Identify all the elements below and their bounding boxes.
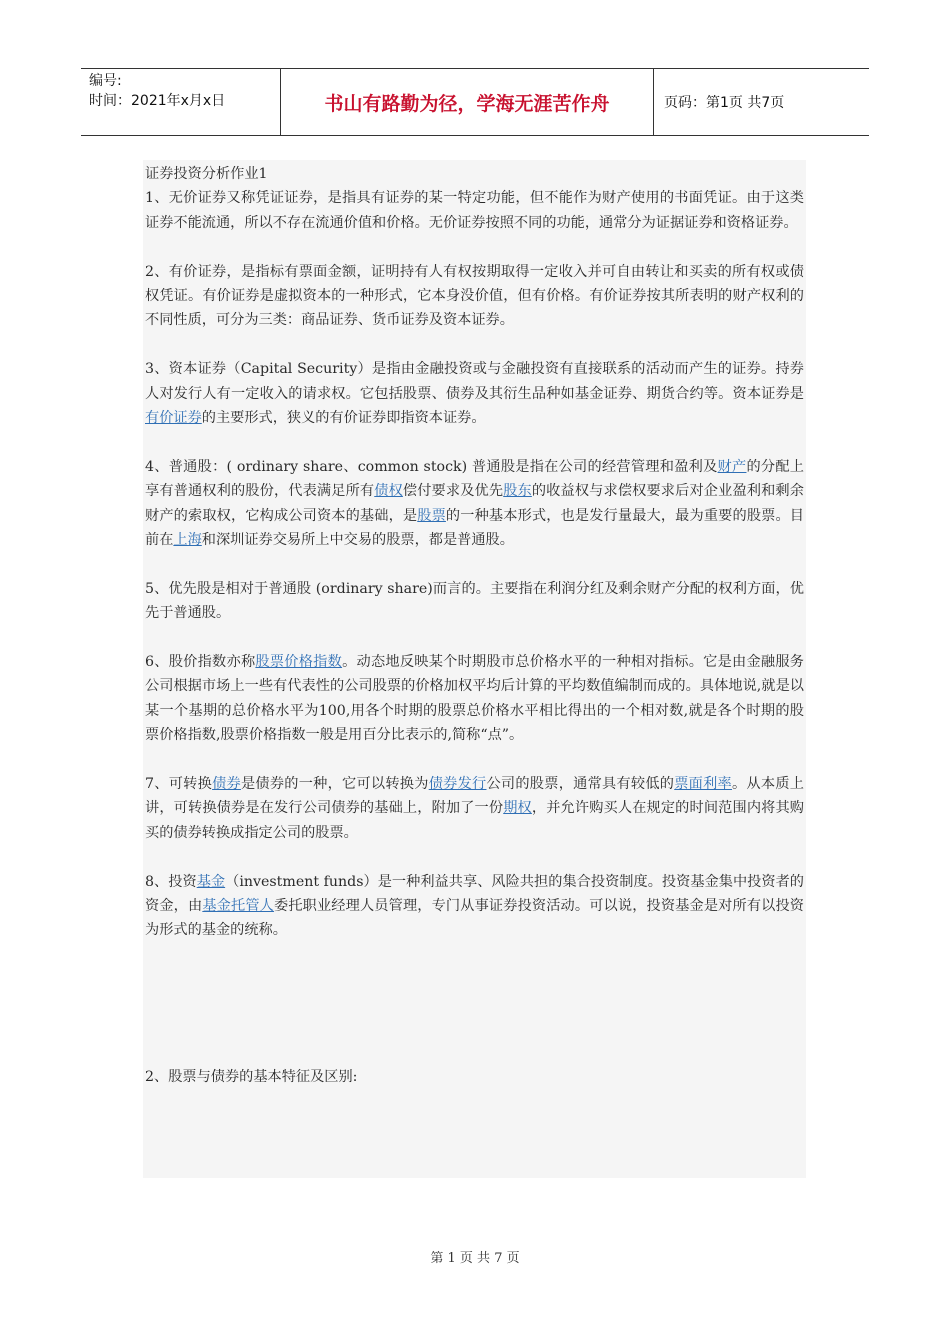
link-fund[interactable]: 基金	[196, 873, 226, 890]
text-span: 6、股价指数亦称	[145, 654, 256, 671]
text-span: 偿付要求及优先	[402, 483, 504, 500]
header-motto: 书山有路勤为径，学海无涯苦作舟	[281, 69, 654, 135]
text-span: 的主要形式，狭义的有价证券即指资本证券。	[201, 410, 486, 427]
link-coupon-rate[interactable]: 票面利率	[674, 776, 733, 793]
text-span: 和深圳证券交易所上中交易的股票，都是普通股。	[201, 532, 514, 549]
link-fund-custodian[interactable]: 基金托管人	[202, 898, 274, 915]
link-shanghai[interactable]: 上海	[173, 532, 202, 549]
link-stock-price-index[interactable]: 股票价格指数	[255, 654, 343, 671]
text-span: 的分配上享有普通权利的股份，代表满足所有	[145, 458, 804, 500]
text-span: ，并允许购买人在规定的时间范围内将其购买的债券转换成指定公司的股票。	[145, 800, 804, 841]
link-property[interactable]: 财产	[717, 458, 747, 475]
text-span: 委托职业经理人员管理，专门从事证券投资活动。可以说，投资基金是对所有以投资为形式的基金的统称。	[145, 898, 804, 939]
document-body	[143, 160, 806, 1178]
text-span: 3、资本证券（Capital Security）是指由金融投资或与金融投资有直接联系的活动而产生的证券。持券人对发行人有一定收入的请求权。它包括股票、债券及其衍生品种如基金证券、期货合约等。资本证券是	[145, 361, 804, 402]
link-creditor[interactable]: 债权	[374, 483, 403, 500]
link-bond-issuance[interactable]: 债券发行	[428, 776, 487, 793]
text-span: 是债券的一种，它可以转换为	[240, 776, 429, 793]
text-span: 公司的股票，通常具有较低的	[486, 776, 675, 793]
page-footer: 第 1 页 共 7 页	[430, 1251, 520, 1266]
text-span: （investment funds）是一种利益共享、风险共担的集合投资制度。投资基金集中投资者的资金，由	[145, 873, 804, 915]
text-span: 8、投资	[145, 873, 197, 890]
text-span: 。动态地反映某个时期股市总价格水平的一种相对指标。它是由金融服务公司根据市场上一些有代表性的公司股票的价格加权平均后计算的平均数值编制而成的。具体地说,就是以某一个基期的总价格水平为100,用各个时期的股票总价格水平相比得出的一个相对数,就是各个时期的股票价格指数,股票价格指数一般是用百分比表示的,简称“点”。	[145, 654, 804, 744]
link-shareholder[interactable]: 股东	[503, 483, 532, 500]
link-option[interactable]: 期权	[503, 800, 532, 817]
paragraph-2: 2、有价证券，是指标有票面金额，证明持有人有权按期取得一定收入并可自由转让和买卖的所有权或债权凭证。有价证券是虚拟资本的一种形式，它本身没价值，但有价格。有价证券按其所表明的财产权利的不同性质，可分为三类：商品证券、货币证券及资本证券。	[145, 263, 804, 329]
paragraph-8	[145, 870, 804, 943]
link-securities[interactable]: 有价证券	[145, 410, 202, 427]
header-page-label: 页码：第1页 共7页	[664, 95, 785, 111]
paragraph-7	[145, 772, 804, 845]
text-span: 。从本质上讲，可转换债券是在发行公司债券的基础上，附加了一份	[145, 776, 804, 817]
document-title: 证券投资分析作业1	[145, 166, 268, 182]
paragraph-1: 1、无价证券又称凭证证券，是指具有证券的某一特定功能，但不能作为财产使用的书面凭证。由于这类证券不能流通，所以不存在流通价值和价格。无价证券按照不同的功能，通常分为证据证券和资格证券。	[145, 190, 804, 231]
link-bond[interactable]: 债券	[212, 776, 241, 793]
text-span: 4、普通股：( ordinary share、common stock) 普通股是指在公司的经营管理和盈利及	[145, 458, 718, 475]
page-header	[81, 68, 869, 136]
paragraph-6	[145, 650, 804, 748]
text-span: 7、可转换	[145, 776, 213, 793]
text-span: 的一种基本形式，也是发行量最大，最为重要的股票。目前在	[145, 507, 804, 549]
blank-space	[145, 967, 804, 1065]
date-label: 时间：2021年x月x日	[89, 93, 226, 109]
link-stock[interactable]: 股票	[417, 507, 446, 524]
serial-label: 编号:	[89, 73, 122, 89]
paragraph-3	[145, 357, 804, 430]
paragraph-5: 5、优先股是相对于普通股 (ordinary share)而言的。主要指在利润分红及剩余财产分配的权利方面，优先于普通股。	[145, 580, 804, 622]
paragraph-4	[145, 455, 804, 553]
text-span: 的收益权与求偿权要求后对企业盈利和剩余财产的索取权，它构成公司资本的基础，是	[145, 483, 804, 524]
section-2-heading: 2、股票与债券的基本特征及区别:	[145, 1069, 358, 1086]
header-meta	[81, 69, 281, 135]
